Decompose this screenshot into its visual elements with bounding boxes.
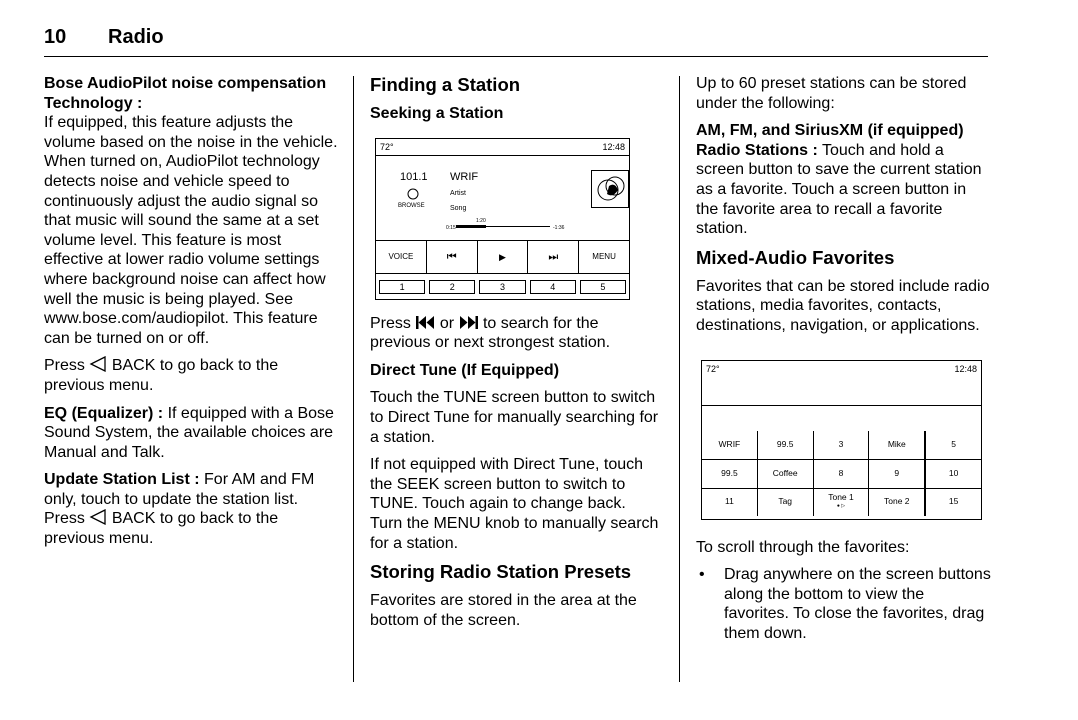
mixed-audio-body: Favorites that can be stored include radio stations, media favorites, contacts, destinations, navigation, or applications. — [696, 277, 990, 334]
tone-label: Tone 1 — [828, 491, 854, 502]
favorites-screen-figure — [701, 360, 982, 520]
preset-button[interactable]: 2 — [429, 280, 475, 294]
bullet-item: • Drag anywhere on the screen buttons along the bottom to view the favorites. To close the favorites, drag them down. — [696, 565, 992, 643]
column-divider — [353, 76, 354, 682]
play-button[interactable]: ▶ — [478, 241, 529, 273]
remaining-time: -1:36 — [553, 224, 565, 231]
scroll-intro: To scroll through the favorites: — [696, 538, 910, 556]
mixed-audio-heading: Mixed-Audio Favorites — [696, 246, 895, 268]
artist: Artist — [450, 189, 466, 197]
audiopilot-body: If equipped, this feature adjusts the volume based on the noise in the vehicle. When turned on, AudioPilot technology detects noise and vehicle speed to continuously adjust the audio signal so that music will sound the same at a set volume level. This feature is most effective at lower radio volume settings where background noise can affect how well the music is being played. See www.bose.com/audiopilot. This feature can be turned on or off. — [44, 114, 338, 347]
preset-button[interactable]: 3 — [479, 280, 525, 294]
control-buttons — [376, 240, 629, 274]
direct-tune-p2: If not equipped with Direct Tune, touch the SEEK screen button to switch to TUNE. Touch again to change back. Turn the MENU knob to manually search for a station. — [370, 456, 659, 552]
favorites-row — [702, 431, 981, 459]
clock: 12:48 — [602, 141, 625, 152]
favorite-button[interactable]: Coffee — [758, 460, 814, 488]
press-back-text: BACK to go back to the previous menu. — [44, 357, 279, 394]
seek-press: Press — [370, 314, 411, 332]
favorite-button[interactable]: 11 — [702, 488, 758, 516]
preset-button[interactable]: 5 — [580, 280, 626, 294]
browse-label[interactable]: BROWSE — [398, 202, 425, 209]
song: Song — [450, 204, 467, 212]
am-fm-paragraph — [696, 121, 992, 239]
seek-forward-icon — [459, 315, 479, 330]
frequency: 101.1 — [400, 170, 428, 183]
favorite-button[interactable]: WRIF — [702, 431, 758, 459]
progress-time: 1:20 — [476, 217, 486, 224]
favorite-button[interactable]: 3 — [814, 431, 870, 459]
voice-button[interactable]: VOICE — [376, 241, 427, 273]
elapsed-time: 0:15 — [446, 224, 456, 231]
direct-tune-heading: Direct Tune (If Equipped) — [370, 361, 560, 379]
tone-indicator: ● ▷ — [836, 502, 846, 509]
favorite-button[interactable]: Tag — [758, 488, 814, 516]
browse-icon[interactable] — [407, 188, 419, 200]
update-title: Update Station List : — [44, 471, 200, 489]
update-paragraph — [44, 470, 340, 548]
favorites-grid — [702, 431, 981, 517]
temperature: 72° — [380, 141, 394, 152]
favorite-button[interactable] — [814, 488, 870, 516]
preset-button[interactable]: 4 — [530, 280, 576, 294]
press-label: Press — [44, 357, 85, 375]
back-arrow-icon — [89, 509, 107, 525]
direct-tune-p1: Touch the TUNE screen button to switch to Direct Tune for manually searching for a station. — [370, 389, 659, 446]
favorite-button[interactable]: 10 — [948, 468, 959, 479]
back-arrow-icon — [89, 356, 107, 372]
column-2 — [370, 74, 662, 638]
favorite-button[interactable]: 99.5 — [758, 431, 814, 459]
am-fm-body: Touch and hold a screen button to save the current station as a favorite. Touch a screen button in the favorite area to recall a favorite station. — [696, 141, 982, 238]
column-1 — [44, 74, 340, 557]
storing-presets-heading: Storing Radio Station Presets — [370, 561, 632, 583]
seek-description: to search for the previous or next strongest station. — [370, 314, 611, 352]
radio-screen-figure — [375, 138, 630, 300]
favorite-button[interactable]: 15 — [948, 496, 959, 507]
presets-intro: Up to 60 preset stations can be stored under the following: — [696, 75, 967, 112]
section-title: Radio — [108, 26, 164, 48]
seek-back-button[interactable]: ⏮ — [427, 241, 478, 273]
audiopilot-paragraph — [44, 74, 340, 348]
favorite-button[interactable]: 9 — [869, 460, 926, 488]
page-number: 10 — [44, 26, 67, 48]
eq-title: EQ (Equalizer) : — [44, 404, 164, 422]
page-header — [44, 26, 988, 57]
column-divider — [679, 76, 680, 682]
seek-or: or — [439, 314, 455, 332]
favorite-button[interactable]: Mike — [869, 431, 926, 459]
storing-presets-body: Favorites are stored in the area at the bottom of the screen. — [370, 592, 637, 629]
preset-buttons — [379, 280, 626, 294]
audiopilot-title: Bose AudioPilot noise compensation Technology : — [44, 75, 327, 112]
clock: 12:48 — [954, 363, 977, 374]
seek-forward-button[interactable]: ⏭ — [528, 241, 579, 273]
favorites-row — [702, 460, 981, 488]
album-art-icon — [591, 170, 629, 208]
favorite-button[interactable]: 5 — [951, 439, 956, 450]
favorite-button[interactable]: 99.5 — [702, 460, 758, 488]
favorites-row — [702, 488, 981, 516]
seeking-station-heading: Seeking a Station — [370, 105, 504, 122]
progress-fill — [456, 225, 486, 228]
seek-paragraph — [370, 314, 662, 353]
menu-button[interactable]: MENU — [592, 251, 616, 261]
am-fm-title: AM, FM, and SiriusXM (if equipped) Radio Stations : — [696, 122, 964, 159]
column-3 — [696, 74, 992, 644]
temperature: 72° — [706, 363, 720, 374]
favorite-button[interactable]: Tone 2 — [869, 488, 926, 516]
scroll-bullets — [696, 565, 992, 643]
station-name: WRIF — [450, 170, 479, 183]
seek-back-icon — [415, 315, 435, 330]
press-back-paragraph — [44, 356, 340, 395]
eq-body: If equipped with a Bose Sound System, the available choices are Manual and Talk. — [44, 404, 334, 461]
finding-station-heading: Finding a Station — [370, 74, 521, 95]
preset-button[interactable]: 1 — [379, 280, 425, 294]
update-body-end: BACK to go back to the previous menu. — [44, 510, 279, 548]
update-body-start: For AM and FM only, touch to update the station list. Press — [44, 471, 315, 528]
favorite-button[interactable]: 8 — [814, 460, 870, 488]
eq-paragraph — [44, 404, 340, 463]
